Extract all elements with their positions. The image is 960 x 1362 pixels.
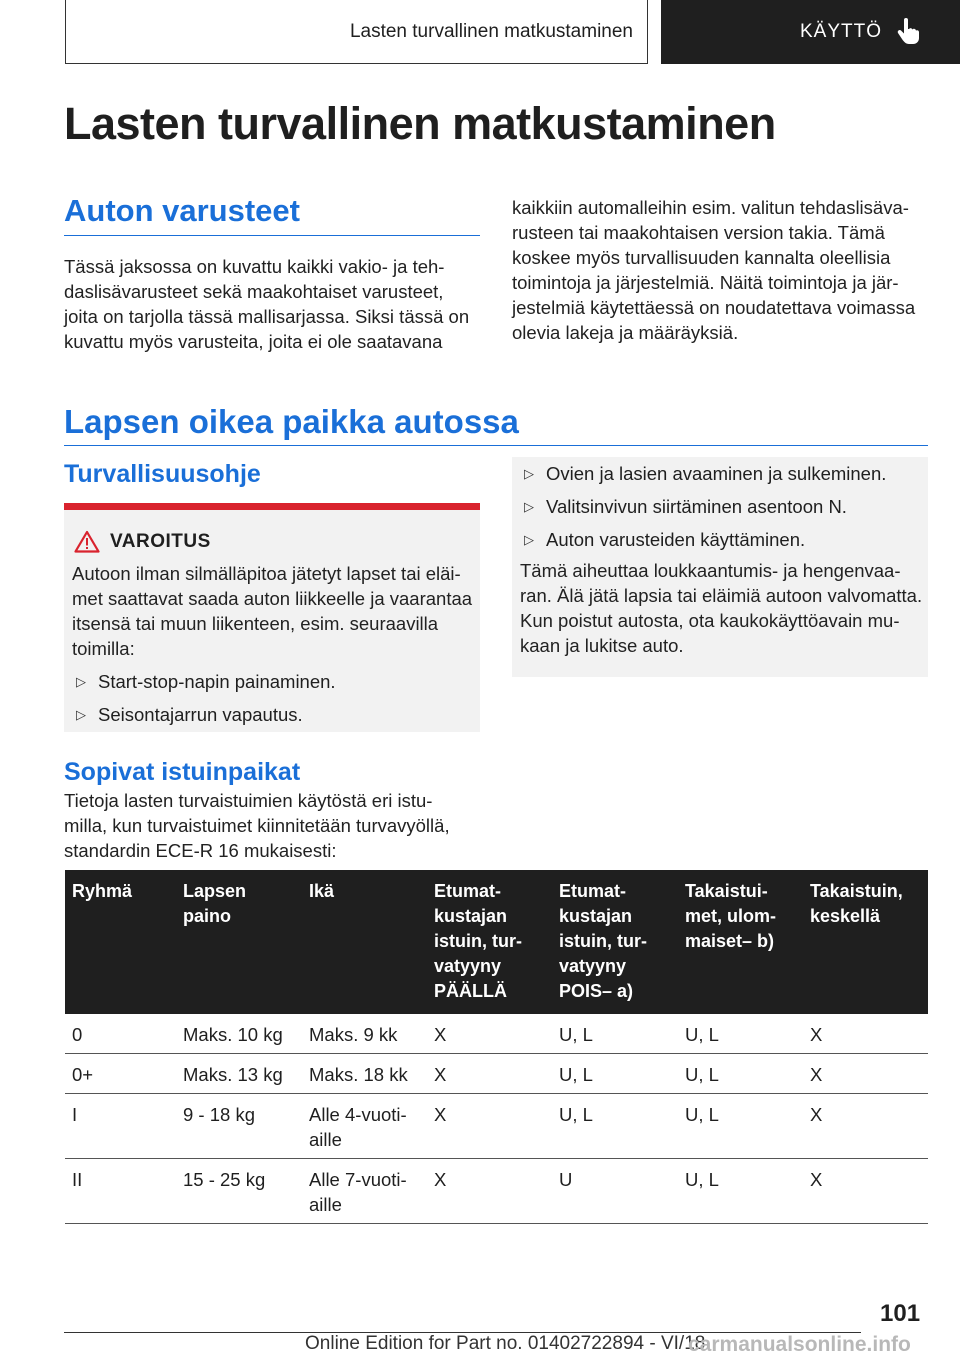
table-header-cell: Takaistui- met, ulom- maiset– b) xyxy=(678,870,803,1014)
header-section-title-text: Lasten turvallinen matkustaminen xyxy=(349,20,633,42)
header-section-title xyxy=(65,0,648,64)
table-cell: U, L xyxy=(678,1094,803,1159)
table-header-cell: Lapsen paino xyxy=(176,870,302,1014)
sopivat-text: Tietoja lasten turvaistuimien käytöstä eri istu- milla, kun turvaistuimet kiinnitetään turvavyöllä, standardin ECE-R 16 mukaisesti: xyxy=(64,790,450,861)
table-cell: Alle 4-vuoti- aille xyxy=(302,1094,427,1159)
page-title: Lasten turvallinen matkustaminen xyxy=(64,98,776,149)
list-item: ▷ Valitsinvivun siirtäminen asentoon N. xyxy=(512,490,928,523)
table-cell: Alle 7-vuoti- aille xyxy=(302,1159,427,1224)
table-cell: U, L xyxy=(678,1014,803,1054)
warning-list-left xyxy=(64,665,480,731)
table-cell: X xyxy=(803,1094,928,1159)
list-item: ▷ Seisontajarrun vapautus. xyxy=(64,698,480,731)
table-row xyxy=(65,1159,928,1224)
warning-box-right xyxy=(512,457,928,677)
table-cell: Maks. 13 kg xyxy=(176,1054,302,1094)
warning-triangle-icon xyxy=(74,530,102,554)
table-header-cell: Ryhmä xyxy=(65,870,176,1014)
table-cell: X xyxy=(427,1094,552,1159)
table-cell: Maks. 18 kk xyxy=(302,1054,427,1094)
table-cell: 0+ xyxy=(65,1054,176,1094)
section-heading-auton-varusteet: Auton varusteet xyxy=(64,193,300,228)
table-header-cell: Takaistuin, keskellä xyxy=(803,870,928,1014)
table-header-cell: Etumat- kustajan istuin, tur- vatyyny PÄÄLLÄ xyxy=(427,870,552,1014)
table-cell: U, L xyxy=(552,1094,678,1159)
table-cell: 15 - 25 kg xyxy=(176,1159,302,1224)
table-cell: U, L xyxy=(678,1159,803,1224)
intro-text-left: Tässä jaksossa on kuvattu kaikki vakio- ja teh- daslisävarusteet sekä maakohtaiset varusteet, joita on tarjolla tässä mallisarjassa. Siksi tässä on kuvattu myös varusteita, joita ei ole saatavana xyxy=(64,256,470,352)
table-cell: Maks. 9 kk xyxy=(302,1014,427,1054)
table-row xyxy=(65,1014,928,1054)
table-cell: X xyxy=(803,1054,928,1094)
triangle-bullet-icon: ▷ xyxy=(76,674,86,689)
table-cell: II xyxy=(65,1159,176,1224)
warning-title: VAROITUS xyxy=(110,531,211,552)
triangle-bullet-icon: ▷ xyxy=(524,466,534,481)
section-heading-lapsen-paikka: Lapsen oikea paikka autossa xyxy=(64,403,519,440)
warning-list-right xyxy=(512,457,928,556)
table-header-row xyxy=(65,870,928,1014)
list-item: ▷ Start-stop-napin painaminen. xyxy=(64,665,480,698)
subheading-turvallisuusohje: Turvallisuusohje xyxy=(64,460,261,488)
triangle-bullet-icon: ▷ xyxy=(524,532,534,547)
table-cell: X xyxy=(427,1014,552,1054)
table-cell: U, L xyxy=(678,1054,803,1094)
table-cell: I xyxy=(65,1094,176,1159)
section-rule xyxy=(64,235,480,236)
table-row xyxy=(65,1094,928,1159)
header-chapter-text: KÄYTTÖ xyxy=(799,21,882,42)
seat-table-wrapper xyxy=(65,870,928,1224)
table-cell: X xyxy=(803,1014,928,1054)
seat-table xyxy=(65,870,928,1224)
table-header-cell: Etumat- kustajan istuin, tur- vatyyny POIS– a) xyxy=(552,870,678,1014)
triangle-bullet-icon: ▷ xyxy=(524,499,534,514)
list-item: ▷ Auton varusteiden käyttäminen. xyxy=(512,523,928,556)
warning-text: Autoon ilman silmälläpitoa jätetyt lapset tai eläi- met saattavat saada auton liikkeelle ja vaarantaa itsensä tai muun liikenteen, esim. seuraavilla toimilla: xyxy=(72,563,473,659)
table-cell: Maks. 10 kg xyxy=(176,1014,302,1054)
table-cell: 9 - 18 kg xyxy=(176,1094,302,1159)
page-number: 101 xyxy=(880,1300,921,1327)
pointing-hand-icon xyxy=(896,18,920,46)
table-cell: X xyxy=(427,1159,552,1224)
warning-box-left xyxy=(64,510,480,732)
section-rule xyxy=(64,445,928,446)
table-cell: X xyxy=(803,1159,928,1224)
table-header-cell: Ikä xyxy=(302,870,427,1014)
triangle-bullet-icon: ▷ xyxy=(76,707,86,722)
table-cell: U, L xyxy=(552,1014,678,1054)
watermark-text: carmanualsonline.info xyxy=(688,1333,911,1356)
subheading-sopivat-istuinpaikat: Sopivat istuinpaikat xyxy=(64,758,301,786)
table-cell: U, L xyxy=(552,1054,678,1094)
edition-text: Online Edition for Part no. 01402722894 - VI/18 xyxy=(305,1333,706,1354)
warning-text-right: Tämä aiheuttaa loukkaantumis- ja hengenvaa- ran. Älä jätä lapsia tai eläimiä autoon valvomatta. Kun poistut autosta, ota kaukokäyttöavain mu- kaan ja lukitse auto. xyxy=(520,560,923,656)
intro-text-right: kaikkiin automalleihin esim. valitun tehdaslisäva- rusteen tai maakohtaisen version takia. Tämä koskee myös turvallisuuden kannalta oleellisia toimintoja ja järjestelmiä. Näitä toimintoja ja jär- jestelmiä käytettäessä on noudatettava voimassa olevia lakeja ja määräyksiä. xyxy=(512,197,916,343)
table-cell: X xyxy=(427,1054,552,1094)
warning-bar xyxy=(64,503,480,510)
table-cell: 0 xyxy=(65,1014,176,1054)
header-chapter-tab xyxy=(661,0,960,64)
table-cell: U xyxy=(552,1159,678,1224)
table-row xyxy=(65,1054,928,1094)
list-item: ▷ Ovien ja lasien avaaminen ja sulkeminen. xyxy=(512,457,928,490)
